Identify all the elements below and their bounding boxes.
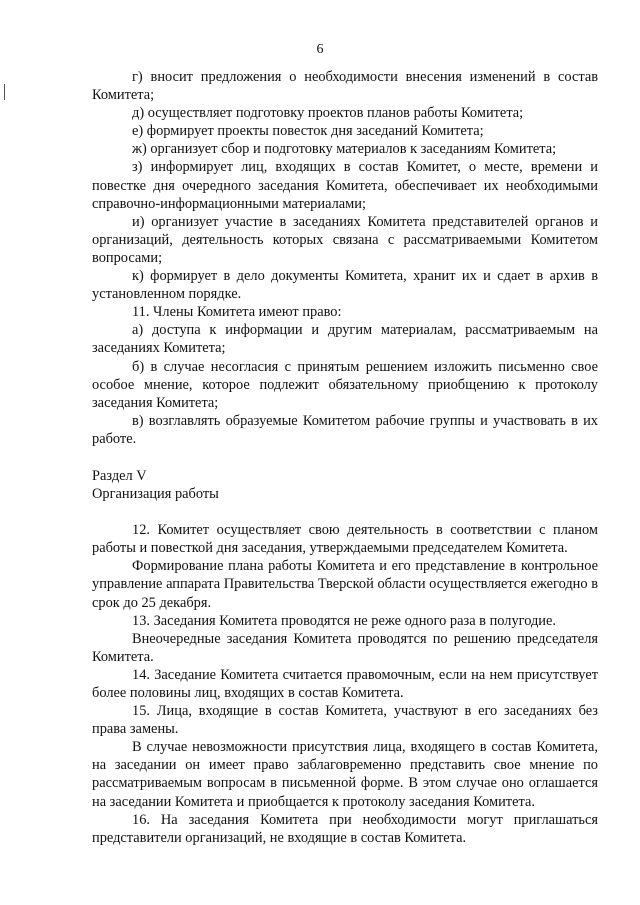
paragraph-plan: Формирование плана работы Комитета и его представление в контрольное управление аппарата Правительства Тверской области осуществляется ежегодно в срок до 25 декабря.	[92, 558, 598, 611]
paragraph-11: 11. Члены Комитета имеют право:	[132, 304, 342, 321]
paragraph-zh: ж) организует сбор и подготовку материалов к заседаниям Комитета;	[132, 141, 557, 158]
paragraph-absence: В случае невозможности присутствия лица, входящего в состав Комитета, на заседании он имеет право заблаговременно представить свое мнение по рассматриваемым вопросам в письменной форме. В этом случае оно оглашается на заседании Комитета и приобщается к протоколу заседания Комитета.	[92, 739, 598, 810]
paragraph-i: и) организует участие в заседаниях Комитета представителей органов и организаций, деятельность которых связана с рассматриваемыми Комитетом вопросами;	[92, 213, 598, 266]
document-body	[92, 68, 598, 847]
paragraph-z: з) информирует лиц, входящих в состав Комитет, о месте, времени и повестке дня очередного заседания Комитета, обеспечивает их необходимыми справочно-информационными материалами;	[92, 159, 598, 212]
scan-margin-mark	[4, 84, 5, 100]
section-title: Организация работы	[92, 486, 219, 503]
paragraph-k: к) формирует в дело документы Комитета, хранит их и сдает в архив в установленном порядке.	[92, 268, 598, 303]
paragraph-15: 15. Лица, входящие в состав Комитета, участвуют в его заседаниях без права замены.	[92, 703, 598, 738]
paragraph-e: е) формирует проекты повесток дня заседаний Комитета;	[132, 123, 484, 140]
paragraph-g: г) вносит предложения о необходимости внесения изменений в состав Комитета;	[92, 69, 598, 104]
paragraph-12: 12. Комитет осуществляет свою деятельность в соответствии с планом работы и повесткой дня заседания, утверждаемыми председателем Комитета.	[92, 522, 598, 557]
paragraph-16: 16. На заседания Комитета при необходимости могут приглашаться представители организаций, не входящие в состав Комитета.	[92, 811, 598, 846]
paragraph-extraordinary: Внеочередные заседания Комитета проводятся по решению председателя Комитета.	[92, 630, 598, 665]
paragraph-a: а) доступа к информации и другим материалам, рассматриваемым на заседаниях Комитета;	[92, 322, 598, 357]
page-number: 6	[316, 42, 324, 57]
section-number: Раздел V	[92, 467, 147, 484]
paragraph-d: д) осуществляет подготовку проектов планов работы Комитета;	[132, 105, 524, 122]
paragraph-v: в) возглавлять образуемые Комитетом рабочие группы и участвовать в их работе.	[92, 412, 598, 447]
paragraph-b: б) в случае несогласия с принятым решением изложить письменно свое особое мнение, которое подлежит обязательному приобщению к протоколу заседания Комитета;	[92, 358, 598, 411]
paragraph-13: 13. Заседания Комитета проводятся не реже одного раза в полугодие.	[132, 612, 556, 629]
paragraph-14: 14. Заседание Комитета считается правомочным, если на нем присутствует более половины лиц, входящих в состав Комитета.	[92, 666, 598, 701]
